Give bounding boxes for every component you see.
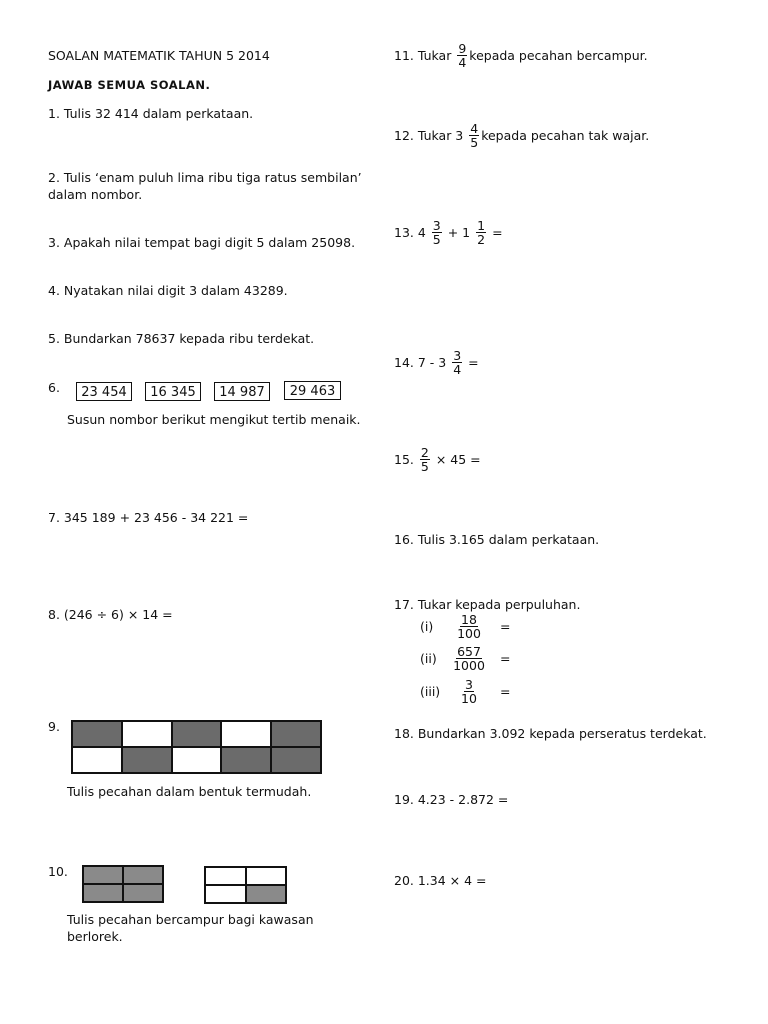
shaded-rectangle-full [82, 865, 164, 903]
unshaded-cell [246, 867, 287, 885]
question-3: 3. Apakah nilai tempat bagi digit 5 dalam 25098. [48, 235, 356, 250]
numerator: 3 [453, 348, 462, 363]
q12-prefix: 12. Tukar 3 [394, 128, 464, 144]
equals-sign: = [500, 619, 511, 635]
numerator: 18 [461, 612, 477, 627]
q15-suffix: × 45 = [435, 452, 481, 468]
question-16: 16. Tulis 3.165 dalam perkataan. [394, 532, 600, 547]
numerator: 1 [477, 218, 486, 233]
fraction [420, 446, 430, 473]
question-10-number: 10. [48, 864, 68, 879]
question-12 [394, 122, 649, 149]
fraction [452, 678, 486, 705]
question-10-text-line2: berlorek. [67, 929, 123, 944]
denominator: 5 [420, 459, 429, 475]
question-5: 5. Bundarkan 78637 kepada ribu terdekat. [48, 331, 315, 346]
q11-suffix: kepada pecahan bercampur. [469, 48, 648, 64]
shaded-cell [123, 866, 163, 884]
item-label: (iii) [420, 684, 441, 700]
q13-suffix: = [492, 225, 503, 241]
shaded-cell [122, 747, 172, 773]
numerator: 9 [458, 41, 467, 56]
shaded-cell [72, 721, 122, 747]
number-box-3: 14 987 [214, 382, 270, 401]
question-7: 7. 345 189 + 23 456 - 34 221 = [48, 510, 249, 525]
unshaded-cell [221, 721, 271, 747]
page-title: SOALAN MATEMATIK TAHUN 5 2014 [48, 48, 270, 63]
fraction [432, 219, 442, 246]
denominator: 100 [457, 626, 481, 642]
unshaded-cell [205, 885, 246, 903]
unshaded-cell [122, 721, 172, 747]
shaded-rectangle-partial [204, 866, 287, 904]
numerator: 3 [432, 218, 441, 233]
equals-sign: = [500, 651, 511, 667]
shaded-fraction-grid [71, 720, 322, 774]
shaded-cell [271, 721, 321, 747]
question-17-item-ii [420, 645, 510, 672]
question-10-text-line1: Tulis pecahan bercampur bagi kawasan [67, 912, 314, 927]
question-19: 19. 4.23 - 2.872 = [394, 792, 509, 807]
question-1: 1. Tulis 32 414 dalam perkataan. [48, 106, 254, 121]
denominator: 10 [461, 691, 477, 707]
question-18: 18. Bundarkan 3.092 kepada perseratus terdekat. [394, 726, 707, 741]
shaded-cell [83, 866, 123, 884]
q13-prefix: 13. 4 [394, 225, 426, 241]
fraction [452, 349, 462, 376]
question-13 [394, 219, 503, 246]
item-label: (ii) [420, 651, 437, 667]
question-11 [394, 42, 648, 69]
instruction: JAWAB SEMUA SOALAN. [48, 78, 211, 92]
number-box-1: 23 454 [76, 382, 132, 401]
number-box-4: 29 463 [284, 381, 341, 400]
shaded-cell [221, 747, 271, 773]
question-15 [394, 446, 481, 473]
shaded-cell [123, 884, 163, 902]
q14-suffix: = [468, 355, 479, 371]
shaded-cell [172, 721, 222, 747]
item-label: (i) [420, 619, 434, 635]
question-4: 4. Nyatakan nilai digit 3 dalam 43289. [48, 283, 288, 298]
numerator: 2 [420, 445, 429, 460]
shaded-cell [271, 747, 321, 773]
q15-prefix: 15. [394, 452, 414, 468]
shaded-cell [83, 884, 123, 902]
unshaded-cell [72, 747, 122, 773]
q13-middle: + 1 [447, 225, 471, 241]
denominator: 5 [432, 232, 441, 248]
unshaded-cell [205, 867, 246, 885]
unshaded-cell [172, 747, 222, 773]
equals-sign: = [500, 684, 511, 700]
fraction [452, 613, 486, 640]
question-2-line2: dalam nombor. [48, 187, 143, 202]
question-2-line1: 2. Tulis ‘enam puluh lima ribu tiga ratus sembilan’ [48, 170, 362, 185]
denominator: 4 [458, 55, 467, 71]
denominator: 4 [453, 362, 462, 378]
numerator: 657 [457, 644, 481, 659]
q14-prefix: 14. 7 - 3 [394, 355, 447, 371]
question-9-number: 9. [48, 719, 60, 734]
denominator: 1000 [453, 658, 485, 674]
denominator: 2 [477, 232, 486, 248]
question-14 [394, 349, 479, 376]
fraction [452, 645, 486, 672]
question-8: 8. (246 ÷ 6) × 14 = [48, 607, 173, 622]
numerator: 4 [470, 121, 479, 136]
q12-suffix: kepada pecahan tak wajar. [481, 128, 650, 144]
question-6-text: Susun nombor berikut mengikut tertib menaik. [67, 412, 361, 427]
question-17-item-i [420, 613, 510, 640]
question-20: 20. 1.34 × 4 = [394, 873, 487, 888]
question-17: 17. Tukar kepada perpuluhan. [394, 597, 581, 612]
fraction [476, 219, 486, 246]
fraction [469, 122, 479, 149]
question-17-item-iii [420, 678, 510, 705]
question-9-text: Tulis pecahan dalam bentuk termudah. [67, 784, 312, 799]
shaded-cell [246, 885, 287, 903]
number-box-2: 16 345 [145, 382, 201, 401]
denominator: 5 [470, 135, 479, 151]
numerator: 3 [465, 677, 473, 692]
question-6-number: 6. [48, 380, 60, 395]
fraction [457, 42, 467, 69]
q11-prefix: 11. Tukar [394, 48, 452, 64]
